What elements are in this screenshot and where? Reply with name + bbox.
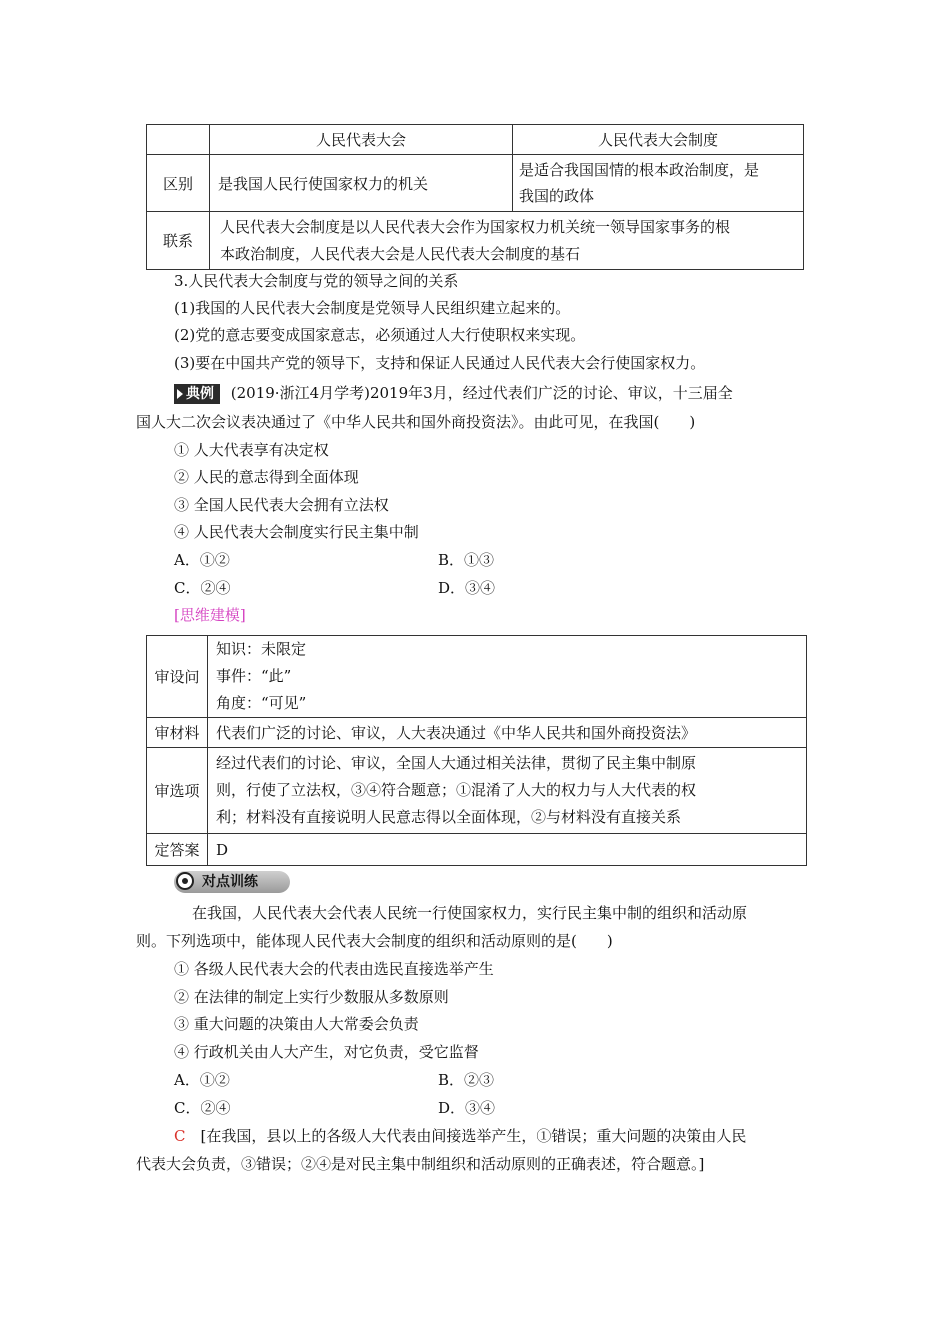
option-d: D．③④ [438, 579, 496, 597]
table-row [147, 636, 807, 718]
example-line-1: (2019·浙江4月学考)2019年3月，经过代表们广泛的讨论、审议，十三届全 [230, 384, 733, 402]
option-a: A．①② [174, 551, 230, 569]
table-row [147, 212, 804, 270]
option-a: A．①② [174, 1071, 230, 1089]
thinking-title: [思维建模] [174, 606, 246, 624]
row-content: 代表们广泛的讨论、审议，人大表决通过《中华人民共和国外商投资法》 [208, 718, 807, 748]
row-label: 审材料 [147, 718, 208, 748]
difference-system-cell [513, 155, 804, 212]
cell-line: 事件：“此” [216, 667, 292, 685]
example-line-2: 国人大二次会议表决通过了《中华人民共和国外商投资法》。由此可见，在我国( ) [136, 413, 696, 431]
cell-line: 角度：“可见” [216, 694, 307, 712]
row-content [208, 748, 807, 834]
answer-line-1 [174, 1126, 746, 1146]
option-c: C．②④ [174, 1099, 231, 1117]
target-icon [176, 872, 194, 890]
row-content: D [208, 834, 807, 866]
table-row [147, 834, 807, 866]
relation-cell [210, 212, 804, 270]
list-item: (2)党的意志要变成国家意志，必须通过人大行使职权来实现。 [174, 326, 586, 344]
statement: ② 人民的意志得到全面体现 [174, 468, 359, 486]
difference-npc-cell: 是我国人民行使国家权力的机关 [210, 155, 513, 212]
option-c: C．②④ [174, 579, 231, 597]
practice-tag-label: 对点训练 [202, 874, 258, 890]
cell-line: 经过代表们的讨论、审议，全国人大通过相关法律，贯彻了民主集中制原 [216, 754, 697, 772]
list-item: (1)我国的人民代表大会制度是党领导人民组织建立起来的。 [174, 299, 571, 317]
row-content [208, 636, 807, 718]
statement: ④ 行政机关由人大产生，对它负责，受它监督 [174, 1043, 479, 1061]
option-d: D．③④ [438, 1099, 496, 1117]
row-label-difference: 区别 [147, 155, 210, 212]
table-row [147, 155, 804, 212]
cell-line: 知识：未限定 [216, 640, 307, 658]
table-corner-cell [147, 125, 210, 155]
example-intro [174, 383, 733, 404]
answer-letter: C [174, 1127, 186, 1145]
list-item: (3)要在中国共产党的领导下，支持和保证人民通过人民代表大会行使国家权力。 [174, 354, 706, 372]
statement: ① 各级人民代表大会的代表由选民直接选举产生 [174, 960, 494, 978]
row-label: 定答案 [147, 834, 208, 866]
section-title: 3.人民代表大会制度与党的领导之间的关系 [174, 272, 459, 290]
row-label: 审设问 [147, 636, 208, 718]
option-b: B．①③ [438, 551, 495, 569]
table-row [147, 748, 807, 834]
answer-explanation: [在我国，县以上的各级人大代表由间接选举产生，①错误；重大问题的决策由人民 [185, 1127, 747, 1145]
example-tag: 典例 [174, 384, 220, 404]
table-header-npc: 人民代表大会 [210, 125, 513, 155]
practice-line-2: 则。下列选项中，能体现人民代表大会制度的组织和活动原则的是( ) [136, 932, 613, 950]
practice-line-1: 在我国，人民代表大会代表人民统一行使国家权力，实行民主集中制的组织和活动原 [192, 904, 748, 922]
statement: ③ 全国人民代表大会拥有立法权 [174, 496, 389, 514]
statement: ① 人大代表享有决定权 [174, 441, 329, 459]
thinking-table [146, 635, 807, 866]
row-label: 审选项 [147, 748, 208, 834]
cell-line: 是适合我国国情的根本政治制度，是 [519, 161, 760, 179]
statement: ③ 重大问题的决策由人大常委会负责 [174, 1015, 419, 1033]
option-b: B．②③ [438, 1071, 495, 1089]
cell-line: 我国的政体 [519, 187, 595, 205]
table-header-npc-system: 人民代表大会制度 [513, 125, 804, 155]
answer-line-2: 代表大会负责，③错误；②④是对民主集中制组织和活动原则的正确表述，符合题意。] [136, 1155, 705, 1173]
practice-tag [174, 871, 290, 893]
comparison-table [146, 124, 804, 270]
row-label-relation: 联系 [147, 212, 210, 270]
statement: ② 在法律的制定上实行少数服从多数原则 [174, 988, 449, 1006]
cell-line: 本政治制度，人民代表大会是人民代表大会制度的基石 [220, 244, 581, 263]
statement: ④ 人民代表大会制度实行民主集中制 [174, 523, 419, 541]
table-row [147, 718, 807, 748]
cell-line: 则，行使了立法权，③④符合题意；①混淆了人大的权力与人大代表的权 [216, 781, 697, 799]
cell-line: 利；材料没有直接说明人民意志得以全面体现，②与材料没有直接关系 [216, 808, 682, 826]
cell-line: 人民代表大会制度是以人民代表大会作为国家权力机关统一领导国家事务的根 [220, 217, 731, 236]
